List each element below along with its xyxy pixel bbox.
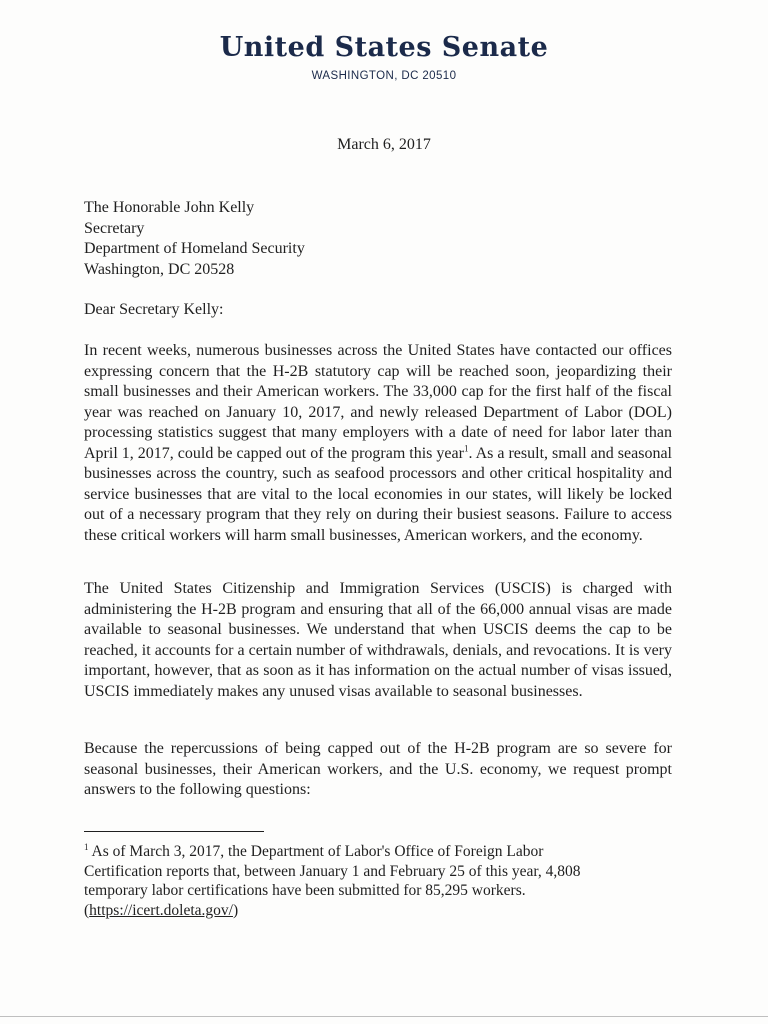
recipient-department: Department of Homeland Security [84, 240, 305, 257]
footnote-link-close: ) [232, 901, 239, 919]
salutation: Dear Secretary Kelly: [84, 301, 224, 318]
footnote-marker: 1 [84, 841, 89, 852]
footnote-reference: 1 [463, 443, 469, 454]
footnote [84, 842, 624, 920]
body-paragraph-3: Because the repercussions of being capped out of the H-2B program are so severe for seasonal businesses, their American workers, and the U.S. economy, we request prompt answers to the following questions: [84, 740, 672, 798]
letterhead-title: United States Senate [219, 32, 549, 63]
paragraph-1-text-a: In recent weeks, numerous businesses across the United States have contacted our offices expressing concern that the H-2B statutory cap will be reached soon, jeopardizing their small businesses and their American workers. The 33,000 cap for the first half of the fiscal year was reached on January 10, 2017, and newly released Department of Labor (DOL) processing statistics suggest that many employers with a date of need for labor later than April 1, 2017, could be capped out of the program this year [84, 342, 672, 462]
recipient-address [84, 198, 672, 280]
footnote-link[interactable]: https://icert.doleta.gov/ [89, 901, 233, 919]
footnote-link-open: ( [84, 901, 90, 919]
recipient-name: The Honorable John Kelly [84, 199, 255, 216]
footnote-text: As of March 3, 2017, the Department of Labor's Office of Foreign Labor Certification reports that, between January 1 and February 25 of this year, 4,808 temporary labor certifications have been submitted for 85,295 workers. [84, 843, 581, 899]
body-paragraph-1 [84, 341, 672, 546]
recipient-city: Washington, DC 20528 [84, 260, 235, 278]
body-paragraph-2: The United States Citizenship and Immigration Services (USCIS) is charged with administering the H-2B program and ensuring that all of the 66,000 annual visas are made available to seasonal businesses. We understand that when USCIS deems the cap to be reached, it accounts for a certain number of withdrawals, denials, and revocations. It is very important, however, that as soon as it has information on the actual number of visas issued, USCIS immediately makes any unused visas available to seasonal businesses. [84, 580, 672, 700]
letter-date: March 6, 2017 [337, 136, 431, 153]
footnote-divider [84, 831, 264, 832]
recipient-title: Secretary [84, 219, 145, 237]
letterhead-location: WASHINGTON, DC 20510 [311, 70, 457, 82]
page-bottom-edge [0, 1016, 768, 1017]
paragraph-1-text-b: . As a result, small and seasonal businesses across the country, such as seafood processors and other critical hospitality and service businesses that are vital to the local economies in our states, will likely be locked out of a necessary program that they rely on during their busiest seasons. Failure to access these critical workers will harm small businesses, American workers, and the economy. [84, 444, 672, 544]
